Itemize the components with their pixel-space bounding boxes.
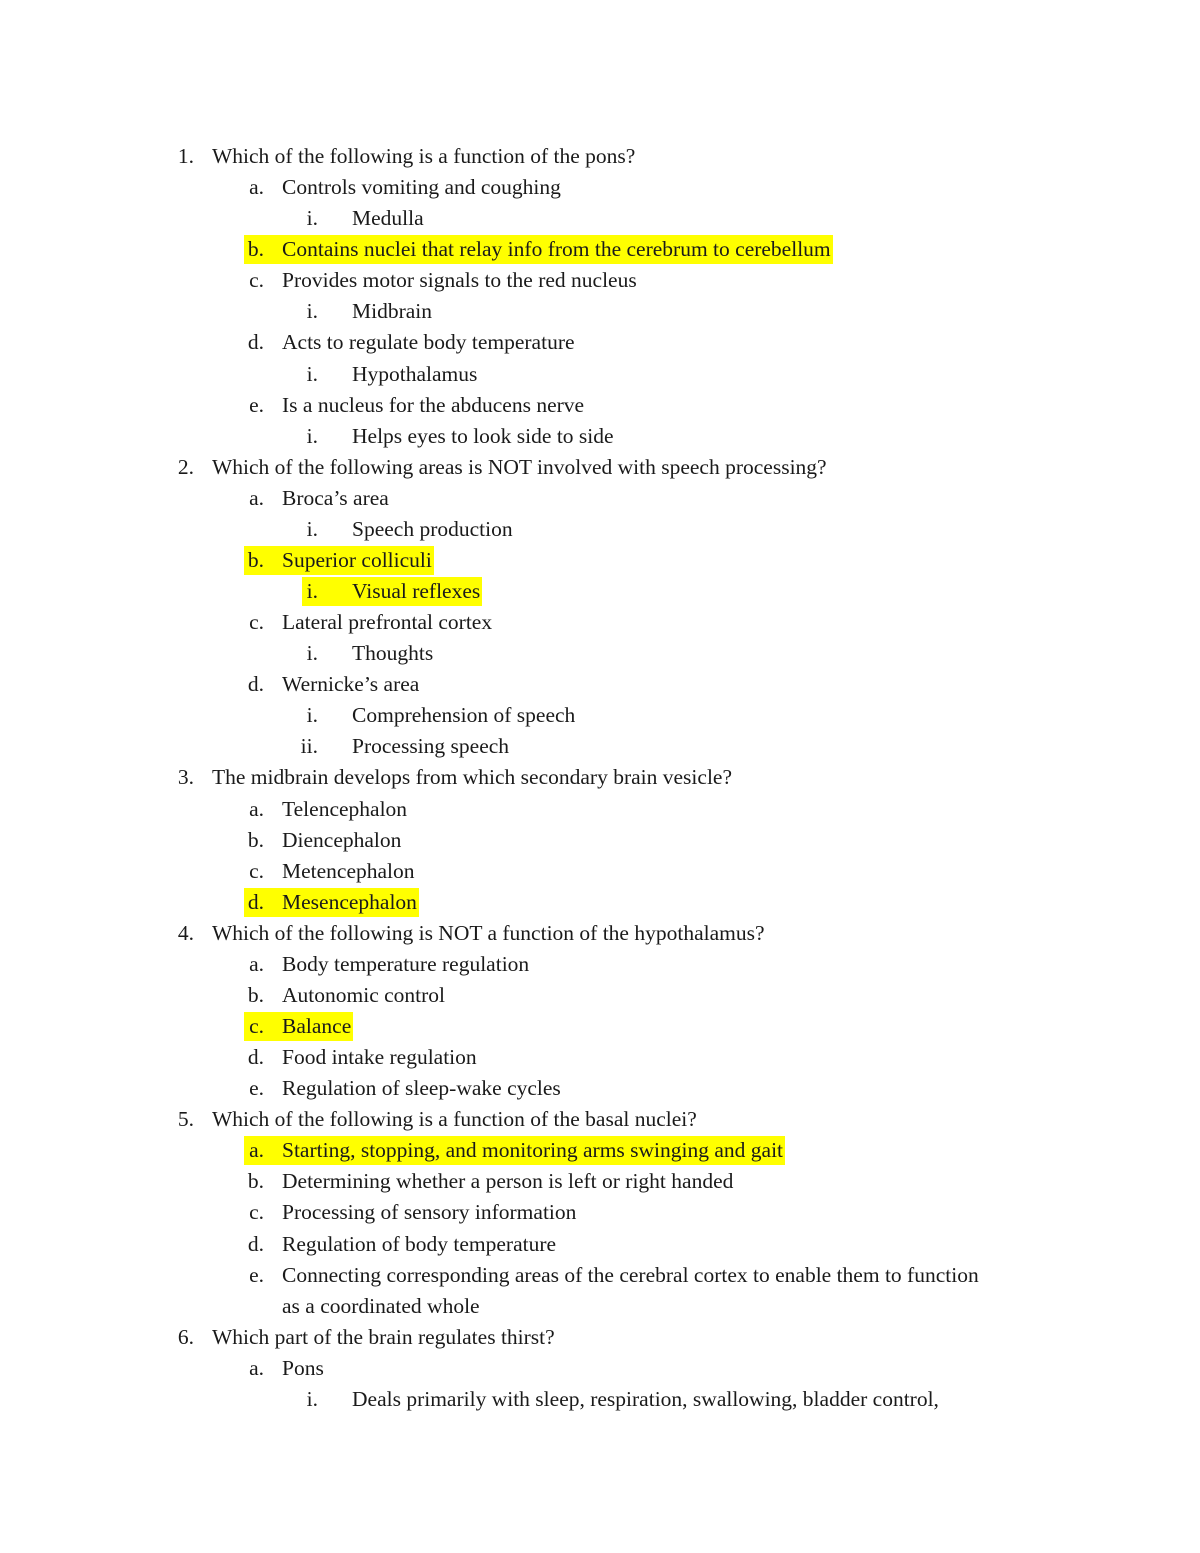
answer-option-line bbox=[0, 825, 1200, 856]
line-text: Telencephalon bbox=[282, 796, 408, 821]
line-text: Which of the following is a function of the basal nuclei? bbox=[212, 1107, 697, 1132]
list-marker: b. bbox=[247, 547, 264, 572]
answer-option-line bbox=[0, 1260, 1200, 1291]
list-marker: i. bbox=[306, 641, 318, 666]
line-text: Starting, stopping, and monitoring arms swinging and gait bbox=[282, 1138, 784, 1163]
sub-note-line bbox=[0, 576, 1200, 607]
answer-option-line bbox=[0, 1229, 1200, 1260]
line-text: Speech production bbox=[352, 516, 513, 541]
list-marker: d. bbox=[247, 330, 264, 355]
line-text: Controls vomiting and coughing bbox=[282, 175, 561, 200]
question-line bbox=[0, 141, 1200, 172]
answer-option-line bbox=[0, 234, 1200, 265]
list-marker: 4. bbox=[177, 920, 194, 945]
sub-note-line bbox=[0, 700, 1200, 731]
list-marker: e. bbox=[249, 392, 264, 417]
line-text: Mesencephalon bbox=[282, 889, 417, 914]
sub-note-line bbox=[0, 514, 1200, 545]
answer-option-line bbox=[0, 1011, 1200, 1042]
list-marker: c. bbox=[249, 1200, 264, 1225]
sub-note-line bbox=[0, 638, 1200, 669]
list-marker: b. bbox=[247, 827, 264, 852]
list-marker: i. bbox=[306, 361, 318, 386]
answer-option-line bbox=[0, 1073, 1200, 1104]
question-line bbox=[0, 1104, 1200, 1135]
list-marker: a. bbox=[249, 951, 264, 976]
line-text: Deals primarily with sleep, respiration, swallowing, bladder control, bbox=[352, 1386, 939, 1411]
list-marker: e. bbox=[249, 1262, 264, 1287]
line-text: Which of the following is a function of the pons? bbox=[212, 144, 636, 168]
line-text: Which of the following areas is NOT involved with speech processing? bbox=[212, 454, 827, 479]
list-marker: i. bbox=[306, 1386, 318, 1411]
list-marker: b. bbox=[247, 1169, 264, 1194]
answer-option-line bbox=[0, 390, 1200, 421]
list-marker: d. bbox=[247, 1231, 264, 1256]
line-text: Helps eyes to look side to side bbox=[352, 423, 614, 448]
list-marker: c. bbox=[249, 858, 264, 883]
list-marker: c. bbox=[249, 268, 264, 293]
line-text: Which of the following is NOT a function of the hypothalamus? bbox=[212, 920, 765, 945]
line-text: Autonomic control bbox=[282, 982, 446, 1007]
line-text: Regulation of body temperature bbox=[282, 1231, 557, 1256]
sub-note-line bbox=[0, 1384, 1200, 1415]
line-text: as a coordinated whole bbox=[282, 1293, 480, 1318]
line-text: Regulation of sleep-wake cycles bbox=[282, 1076, 561, 1101]
answer-option-line bbox=[0, 1197, 1200, 1228]
line-text: The midbrain develops from which secondary brain vesicle? bbox=[212, 765, 732, 790]
sub-note-line bbox=[0, 359, 1200, 390]
answer-option-line bbox=[0, 327, 1200, 358]
answer-option-line bbox=[0, 1135, 1200, 1166]
list-marker: b. bbox=[247, 982, 264, 1007]
line-text: Balance bbox=[282, 1014, 352, 1038]
line-text: Provides motor signals to the red nucleus bbox=[282, 268, 637, 293]
answer-option-line bbox=[0, 545, 1200, 576]
line-text: Diencephalon bbox=[282, 827, 402, 852]
list-marker: 5. bbox=[177, 1107, 194, 1132]
line-text: Visual reflexes bbox=[352, 579, 481, 603]
line-text: Superior colliculi bbox=[282, 547, 432, 572]
answer-option-line bbox=[0, 794, 1200, 825]
answer-option-line bbox=[0, 265, 1200, 296]
list-marker: d. bbox=[247, 1045, 264, 1069]
line-text: Midbrain bbox=[352, 299, 433, 324]
line-text: Body temperature regulation bbox=[282, 951, 530, 976]
list-marker: a. bbox=[249, 796, 264, 821]
line-text: Pons bbox=[282, 1355, 324, 1380]
answer-option-line bbox=[0, 887, 1200, 918]
list-marker: 3. bbox=[177, 765, 194, 790]
answer-option-line bbox=[0, 856, 1200, 887]
line-text: Is a nucleus for the abducens nerve bbox=[282, 392, 585, 417]
question-line bbox=[0, 762, 1200, 793]
answer-option-line bbox=[0, 1353, 1200, 1384]
answer-option-line bbox=[0, 949, 1200, 980]
line-text: Which part of the brain regulates thirst? bbox=[212, 1324, 555, 1349]
question-line bbox=[0, 918, 1200, 949]
list-marker: i. bbox=[306, 703, 318, 728]
list-marker: a. bbox=[249, 175, 264, 200]
answer-option-line bbox=[0, 607, 1200, 638]
line-text: Broca’s area bbox=[282, 485, 389, 510]
question-line bbox=[0, 452, 1200, 483]
line-text: Wernicke’s area bbox=[282, 672, 420, 697]
line-text: Medulla bbox=[352, 206, 424, 231]
line-text: Hypothalamus bbox=[352, 361, 478, 386]
list-marker: 2. bbox=[177, 454, 194, 479]
answer-option-line bbox=[0, 669, 1200, 700]
list-marker: i. bbox=[306, 423, 318, 448]
sub-note-line bbox=[0, 203, 1200, 234]
list-marker: i. bbox=[306, 516, 318, 541]
line-text: Lateral prefrontal cortex bbox=[282, 610, 493, 634]
answer-option-line bbox=[0, 980, 1200, 1011]
answer-option-line bbox=[0, 483, 1200, 514]
answer-option-line bbox=[0, 1166, 1200, 1197]
list-marker: 1. bbox=[177, 144, 194, 168]
list-marker: 6. bbox=[177, 1324, 194, 1349]
sub-note-line bbox=[0, 731, 1200, 762]
line-text: Metencephalon bbox=[282, 858, 415, 883]
continuation-line bbox=[0, 1291, 1200, 1322]
list-marker: d. bbox=[247, 889, 264, 914]
list-marker: a. bbox=[249, 485, 264, 510]
list-marker: i. bbox=[306, 206, 318, 231]
list-marker: d. bbox=[247, 672, 264, 697]
sub-note-line bbox=[0, 296, 1200, 327]
line-text: Food intake regulation bbox=[282, 1045, 477, 1069]
line-text: Acts to regulate body temperature bbox=[282, 330, 575, 355]
list-marker: ii. bbox=[300, 734, 318, 759]
line-text: Processing of sensory information bbox=[282, 1200, 577, 1225]
list-marker: i. bbox=[306, 299, 318, 324]
line-text: Processing speech bbox=[352, 734, 510, 759]
list-marker: i. bbox=[306, 579, 318, 603]
line-text: Comprehension of speech bbox=[352, 703, 576, 728]
line-text: Contains nuclei that relay info from the cerebrum to cerebellum bbox=[282, 237, 831, 262]
list-marker: b. bbox=[247, 237, 264, 262]
list-marker: a. bbox=[249, 1138, 264, 1163]
list-marker: a. bbox=[249, 1355, 264, 1380]
line-text: Determining whether a person is left or right handed bbox=[282, 1169, 734, 1194]
answer-option-line bbox=[0, 172, 1200, 203]
list-marker: c. bbox=[249, 1014, 264, 1038]
line-text: Connecting corresponding areas of the cerebral cortex to enable them to function bbox=[282, 1262, 979, 1287]
list-marker: e. bbox=[249, 1076, 264, 1101]
sub-note-line bbox=[0, 421, 1200, 452]
question-line bbox=[0, 1322, 1200, 1353]
answer-option-line bbox=[0, 1042, 1200, 1073]
line-text: Thoughts bbox=[352, 641, 434, 666]
list-marker: c. bbox=[249, 610, 264, 634]
